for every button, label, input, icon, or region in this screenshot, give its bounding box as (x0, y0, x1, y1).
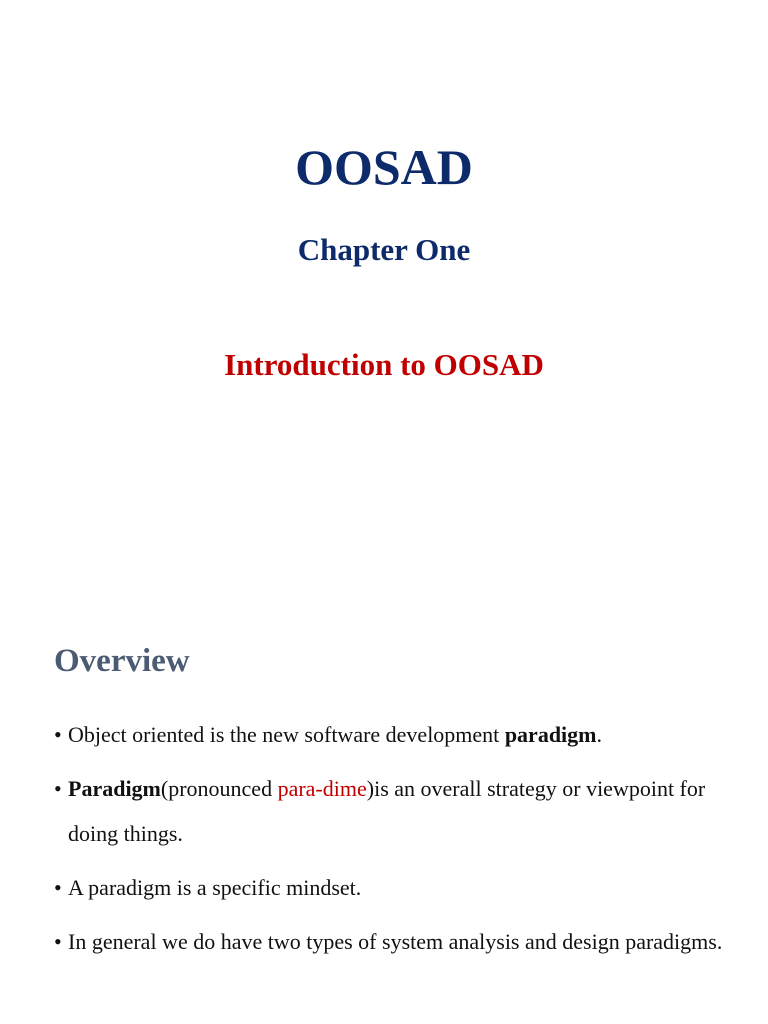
bullet-icon: • (54, 875, 62, 900)
bullet-2-pre: (pronounced (160, 776, 278, 801)
bullet-1-end: . (596, 722, 602, 747)
bullet-item-3 (54, 865, 744, 910)
bullet-3-text: A paradigm is a specific mindset. (68, 875, 362, 900)
bullet-icon: • (54, 776, 62, 801)
bullet-icon: • (54, 929, 62, 954)
bullet-icon: • (54, 722, 62, 747)
bullet-item-2 (54, 766, 744, 856)
chapter-subtitle: Chapter One (297, 232, 471, 267)
overview-heading: Overview (54, 643, 190, 679)
slide-title: OOSAD (295, 139, 473, 195)
bullet-item-4 (54, 919, 744, 964)
bullet-1-text: Object oriented is the new software development (68, 722, 505, 747)
bullet-1-bold: paradigm (504, 722, 597, 747)
bullet-item-1 (54, 712, 744, 757)
bullet-2-post: )is an overall strategy or viewpoint for doing things. (68, 776, 706, 846)
bullet-2-pronunciation: para-dime (277, 776, 367, 801)
overview-bullet-list (54, 712, 744, 973)
bullet-2-bold: Paradigm (68, 776, 161, 801)
bullet-4-text: In general we do have two types of system analysis and design paradigms. (68, 929, 723, 954)
intro-heading: Introduction to OOSAD (224, 347, 544, 382)
